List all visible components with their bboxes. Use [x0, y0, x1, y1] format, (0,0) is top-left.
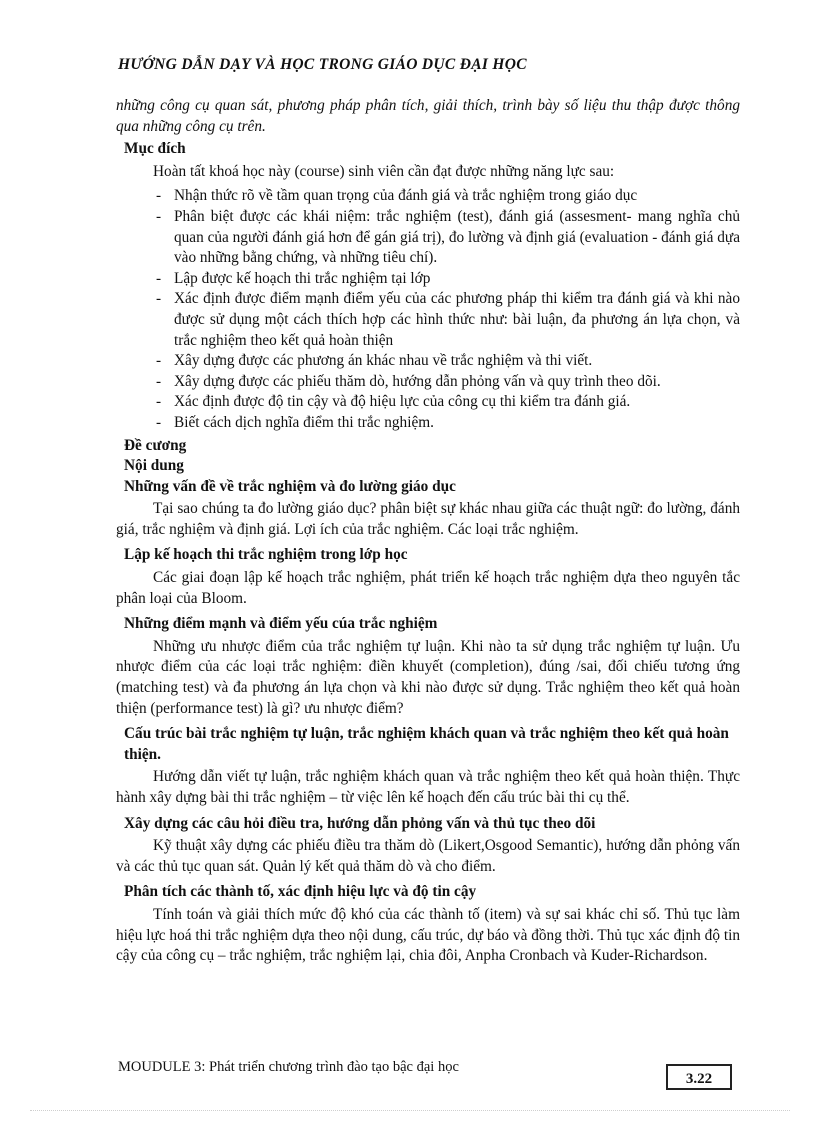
objective-item: - Biết cách dịch nghĩa điểm thi trắc nghiệm.: [156, 413, 740, 434]
page-number-box: 3.22: [666, 1064, 732, 1090]
section-title: Phân tích các thành tố, xác định hiệu lực và độ tin cậy: [124, 883, 477, 901]
objective-item: - Phân biệt được các khái niệm: trắc nghiệm (test), đánh giá (assesment- mang nghĩa chủ quan của người đánh giá hơn để gán giá trị), đo lường và định giá (evaluation - đánh giá dựa vào những bằng chứng, và những tiêu chí).: [156, 207, 740, 269]
objective-item: - Xây dựng được các phiếu thăm dò, hướng dẫn phỏng vấn và quy trình theo dõi.: [156, 372, 740, 393]
footer-divider: [30, 1110, 790, 1111]
objective-item: - Lập được kế hoạch thi trắc nghiệm tại lớp: [156, 269, 740, 290]
running-header: HƯỚNG DẪN DẠY VÀ HỌC TRONG GIÁO DỤC ĐẠI HỌC: [118, 56, 527, 73]
objectives-list: [156, 186, 740, 433]
section-title: Những điểm mạnh và điểm yếu cúa trắc nghiệm: [124, 615, 438, 633]
section-title: Những vấn đề về trắc nghiệm và đo lường giáo dục: [124, 477, 456, 495]
section-body: Những ưu nhược điểm của trắc nghiệm tự luận. Khi nào ta sử dụng trắc nghiệm tự luận. Ưu nhược điểm của các loại trắc nghiệm: điền khuyết (completion), đúng /sai, đối chiếu tương ứng (matching test) và đa phương án lựa chọn và khi nào được sử dụng. Trắc nghiệm theo kết quả hoàn thiện (performance test) là gì? ưu nhược điểm?: [116, 637, 740, 717]
main-content: [116, 96, 740, 967]
section-body: Tính toán và giải thích mức độ khó của các thành tố (item) và sự sai khác chỉ số. Thủ tục làm hiệu lực hoá thi trắc nghiệm dựa theo nội dung, cấu trúc, dự báo và đồng thời. Thủ tục xác định độ tin cậy của công cụ – trắc nghiệm, trắc nghiệm lại, chia đôi, Anpha Cronbach và Kuder-Richardson.: [116, 905, 740, 965]
section-body: Tại sao chúng ta đo lường giáo dục? phân biệt sự khác nhau giữa các thuật ngữ: đo lường, đánh giá, trắc nghiệm và định giá. Lợi ích của trắc nghiệm. Các loại trắc nghiệm.: [116, 500, 740, 538]
purpose-lead: Hoàn tất khoá học này (course) sinh viên cần đạt được những năng lực sau:: [153, 162, 615, 180]
objective-item: - Xác định được điểm mạnh điểm yếu của các phương pháp thi kiểm tra đánh giá và khi nào được sử dụng một cách thích hợp các hình thức như: bài luận, đa phương án lựa chọn, và trắc nghiệm theo kết quả hoàn thiện: [156, 289, 740, 351]
footer-module-title: MOUDULE 3: Phát triển chương trình đào tạo bậc đại học: [118, 1059, 459, 1075]
objective-item: - Nhận thức rõ về tầm quan trọng của đánh giá và trắc nghiệm trong giáo dục: [156, 186, 740, 207]
section-body: Kỹ thuật xây dựng các phiếu điều tra thăm dò (Likert,Osgood Semantic), hướng dẫn phỏng vấn và các thủ tục quan sát. Quản lý kết quả thăm dò và cho điểm.: [116, 837, 740, 875]
objective-item: - Xác định được độ tin cậy và độ hiệu lực của công cụ thi kiểm tra đánh giá.: [156, 392, 740, 413]
section-title: Cấu trúc bài trắc nghiệm tự luận, trắc nghiệm khách quan và trắc nghiệm theo kết quả hoàn thiện.: [124, 725, 729, 763]
intro-paragraph: những công cụ quan sát, phương pháp phân tích, giải thích, trình bày số liệu thu thập được thông qua những công cụ trên.: [116, 97, 740, 135]
section-body: Hướng dẫn viết tự luận, trắc nghiệm khách quan và trắc nghiệm theo kết quả hoàn thiện. Thực hành xây dựng bài thi trắc nghiệm – từ việc lên kế hoạch đến cấu trúc bài thi cụ thể.: [116, 768, 740, 806]
objective-item: - Xây dựng được các phương án khác nhau về trắc nghiệm và thi viết.: [156, 351, 740, 372]
purpose-heading: Mục đích: [124, 140, 186, 158]
content-heading: Nội dung: [124, 457, 184, 475]
section-body: Các giai đoạn lập kế hoạch trắc nghiệm, phát triển kế hoạch trắc nghiệm dựa theo nguyên tắc phân loại của Bloom.: [116, 569, 740, 607]
outline-heading: Đề cương: [124, 436, 187, 454]
section-title: Xây dựng các câu hỏi điều tra, hướng dẫn phỏng vấn và thủ tục theo dõi: [124, 814, 596, 832]
section-title: Lập kế hoạch thi trắc nghiệm trong lớp học: [124, 546, 408, 564]
